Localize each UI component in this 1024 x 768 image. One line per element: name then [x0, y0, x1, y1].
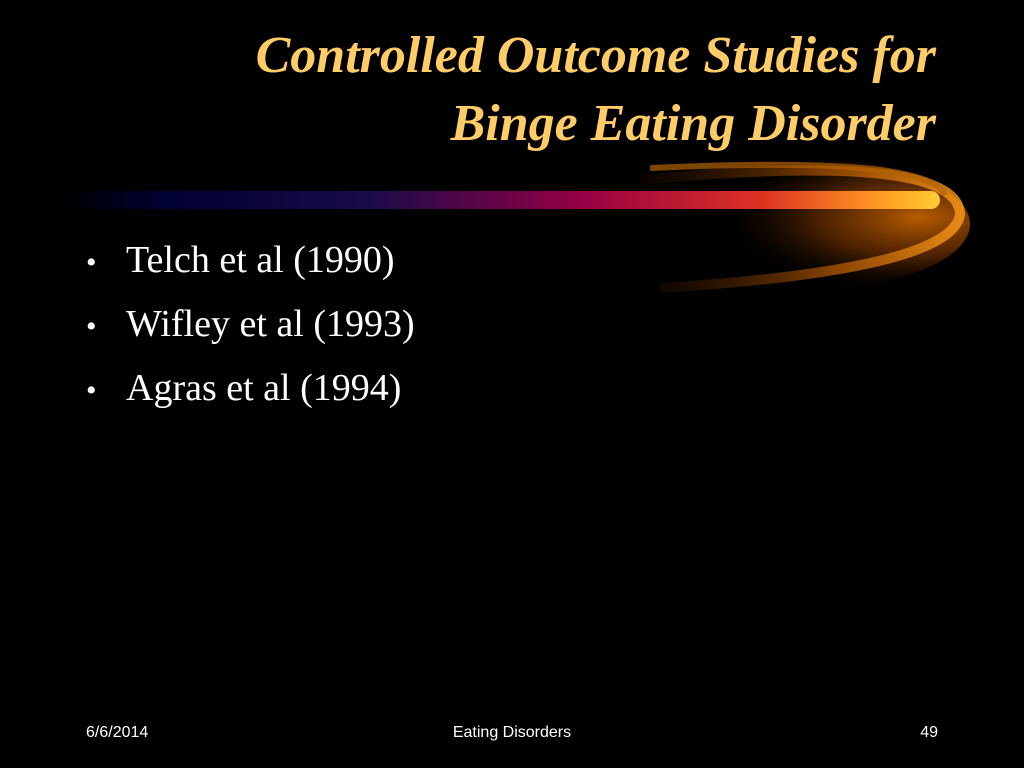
bullet-text: Telch et al (1990) — [126, 239, 395, 281]
slide-title-line-2: Binge Eating Disorder — [450, 95, 936, 152]
bullet-dot-icon: • — [86, 310, 97, 343]
bullet-item — [86, 366, 415, 430]
bullet-list — [86, 238, 415, 430]
footer-date: 6/6/2014 — [86, 724, 149, 741]
bullet-text: Wifley et al (1993) — [126, 303, 415, 345]
bullet-dot-icon: • — [86, 246, 97, 279]
footer-page-number: 49 — [920, 724, 938, 741]
bullet-dot-icon: • — [86, 374, 97, 407]
bullet-item — [86, 302, 415, 366]
slide-title-line-1: Controlled Outcome Studies for — [255, 27, 936, 84]
footer-title: Eating Disorders — [452, 724, 572, 741]
title-rule — [60, 191, 940, 209]
slide-title — [36, 22, 936, 158]
bullet-text: Agras et al (1994) — [126, 367, 402, 409]
bullet-item — [86, 238, 415, 302]
